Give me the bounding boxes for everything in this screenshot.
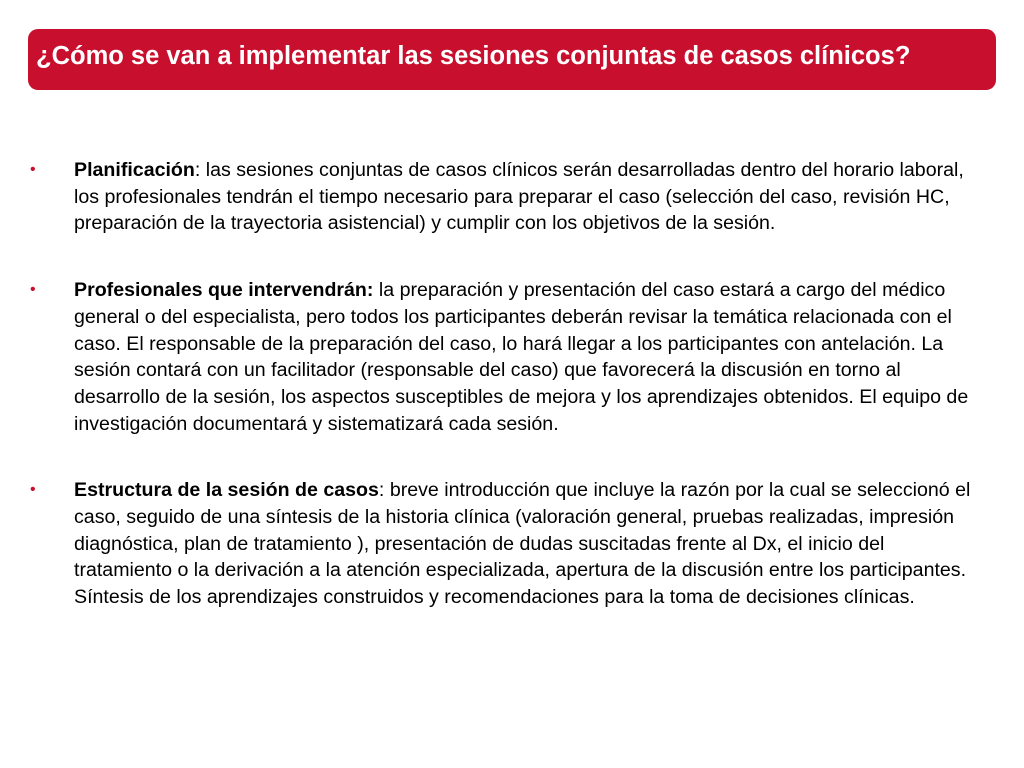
bullet-text: la preparación y presentación del caso estará a cargo del médico general o del especialista, pero todos los participantes deberán revisar la temática relacionada con el caso. El responsable de la preparación del caso, lo hará llegar a los participantes con antelación. La sesión contará con un facilitador (responsable del caso) que favorecerá la discusión en torno al desarrollo de la sesión, los aspectos susceptibles de mejora y los aprendizajes obtenidos. El equipo de investigación documentará y sistematizará cada sesión. xyxy=(74,279,969,435)
bullet-heading: Profesionales que intervendrán: xyxy=(74,279,374,302)
bullet-item-planificacion xyxy=(30,157,980,237)
bullet-item-estructura xyxy=(30,477,980,611)
title-banner xyxy=(28,29,996,90)
bullet-heading: Planificación xyxy=(74,159,195,181)
bullet-text: breve introducción que incluye la razón por la cual se seleccionó el caso, seguido de una síntesis de la historia clínica (valoración general, pruebas realizadas, impresión diagnóstica, plan de tratamiento ), presentación de dudas suscitadas frente al Dx, el inicio del tratamiento o la derivación a la atención especializada, apertura de la discusión entre los participantes. Síntesis de los aprendizajes construidos y recomendaciones para la toma de decisiones clínicas. xyxy=(74,479,971,609)
bullet-marker: • xyxy=(30,281,36,299)
bullet-item-profesionales xyxy=(30,277,980,437)
bullet-list xyxy=(30,157,980,611)
slide-title: ¿Cómo se van a implementar las sesiones conjuntas de casos clínicos? xyxy=(36,42,911,70)
bullet-marker: • xyxy=(30,161,36,178)
bullet-heading: Estructura de la sesión de casos xyxy=(74,479,379,502)
bullet-separator: : xyxy=(194,159,201,181)
bullet-text: las sesiones conjuntas de casos clínicos serán desarrolladas dentro del horario laboral, los profesionales tendrán el tiempo necesario para preparar el caso (selección del caso, revisión HC, preparación de la trayectoria asistencial) y cumplir con los objetivos de la sesión. xyxy=(74,159,964,235)
bullet-marker: • xyxy=(30,481,36,499)
bullet-separator: : xyxy=(378,479,385,502)
